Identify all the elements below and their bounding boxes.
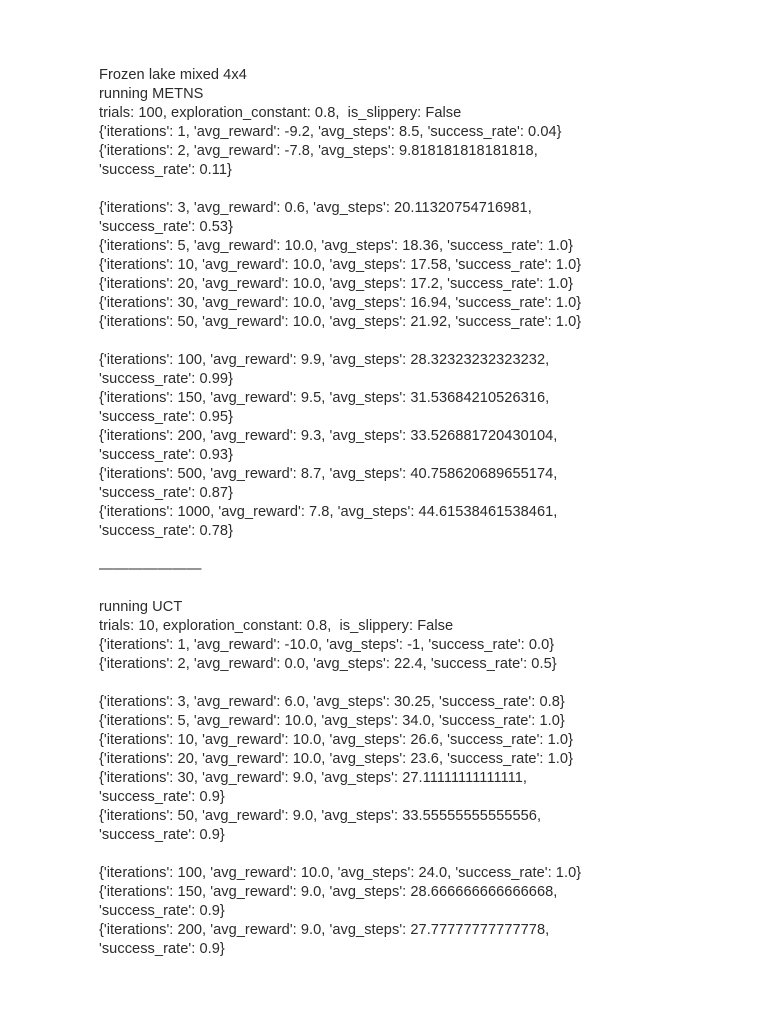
result-line: {'iterations': 150, 'avg_reward': 9.0, 'avg_steps': 28.666666666666668, [99, 884, 558, 900]
result-line: {'iterations': 100, 'avg_reward': 10.0, 'avg_steps': 24.0, 'success_rate': 1.0} [99, 865, 582, 881]
result-line: {'iterations': 100, 'avg_reward': 9.9, 'avg_steps': 28.32323232323232, [99, 352, 550, 368]
result-line: {'iterations': 1000, 'avg_reward': 7.8, 'avg_steps': 44.61538461538461, [99, 504, 558, 520]
result-line: 'success_rate': 0.87} [99, 485, 233, 501]
result-line: {'iterations': 1, 'avg_reward': -10.0, 'avg_steps': -1, 'success_rate': 0.0} [99, 637, 555, 653]
uct-results-group-1 [99, 636, 729, 674]
result-line: {'iterations': 200, 'avg_reward': 9.3, 'avg_steps': 33.526881720430104, [99, 428, 558, 444]
result-line: {'iterations': 500, 'avg_reward': 8.7, 'avg_steps': 40.758620689655174, [99, 466, 558, 482]
result-line: 'success_rate': 0.78} [99, 523, 233, 539]
metns-results-group-1 [99, 123, 729, 180]
result-line: 'success_rate': 0.9} [99, 789, 225, 805]
blank-line [99, 845, 729, 864]
result-line: 'success_rate': 0.93} [99, 447, 233, 463]
metns-results-group-3 [99, 351, 729, 541]
result-line: 'success_rate': 0.11} [99, 162, 232, 178]
uct-results-group-2 [99, 693, 729, 845]
result-line: {'iterations': 5, 'avg_reward': 10.0, 'avg_steps': 18.36, 'success_rate': 1.0} [99, 238, 574, 254]
document-title: Frozen lake mixed 4x4 [99, 67, 247, 83]
metns-heading: running METNS [99, 86, 204, 102]
result-line: 'success_rate': 0.53} [99, 219, 233, 235]
result-line: {'iterations': 2, 'avg_reward': -7.8, 'avg_steps': 9.818181818181818, [99, 143, 538, 159]
section-separator: ——————— [99, 561, 202, 577]
blank-line [99, 180, 729, 199]
result-line: {'iterations': 1, 'avg_reward': -9.2, 'avg_steps': 8.5, 'success_rate': 0.04} [99, 124, 562, 140]
result-line: {'iterations': 10, 'avg_reward': 10.0, 'avg_steps': 17.58, 'success_rate': 1.0} [99, 257, 582, 273]
metns-params: trials: 100, exploration_constant: 0.8, is_slippery: False [99, 105, 462, 121]
result-line: {'iterations': 10, 'avg_reward': 10.0, 'avg_steps': 26.6, 'success_rate': 1.0} [99, 732, 574, 748]
result-line: {'iterations': 200, 'avg_reward': 9.0, 'avg_steps': 27.77777777777778, [99, 922, 550, 938]
uct-heading: running UCT [99, 599, 183, 615]
document-text [99, 66, 729, 959]
blank-line [99, 332, 729, 351]
result-line: {'iterations': 3, 'avg_reward': 6.0, 'avg_steps': 30.25, 'success_rate': 0.8} [99, 694, 565, 710]
result-line: {'iterations': 5, 'avg_reward': 10.0, 'avg_steps': 34.0, 'success_rate': 1.0} [99, 713, 565, 729]
blank-line [99, 541, 729, 560]
blank-line [99, 579, 729, 598]
result-line: {'iterations': 50, 'avg_reward': 10.0, 'avg_steps': 21.92, 'success_rate': 1.0} [99, 314, 582, 330]
result-line: 'success_rate': 0.99} [99, 371, 233, 387]
uct-results-group-3 [99, 864, 729, 959]
result-line: 'success_rate': 0.9} [99, 903, 225, 919]
result-line: {'iterations': 3, 'avg_reward': 0.6, 'avg_steps': 20.11320754716981, [99, 200, 532, 216]
metns-results-group-2 [99, 199, 729, 332]
result-line: 'success_rate': 0.95} [99, 409, 233, 425]
result-line: {'iterations': 30, 'avg_reward': 10.0, 'avg_steps': 16.94, 'success_rate': 1.0} [99, 295, 582, 311]
result-line: 'success_rate': 0.9} [99, 941, 225, 957]
blank-line [99, 674, 729, 693]
result-line: {'iterations': 50, 'avg_reward': 9.0, 'avg_steps': 33.55555555555556, [99, 808, 542, 824]
result-line: 'success_rate': 0.9} [99, 827, 225, 843]
result-line: {'iterations': 20, 'avg_reward': 10.0, 'avg_steps': 23.6, 'success_rate': 1.0} [99, 751, 574, 767]
result-line: {'iterations': 2, 'avg_reward': 0.0, 'avg_steps': 22.4, 'success_rate': 0.5} [99, 656, 557, 672]
result-line: {'iterations': 20, 'avg_reward': 10.0, 'avg_steps': 17.2, 'success_rate': 1.0} [99, 276, 574, 292]
result-line: {'iterations': 30, 'avg_reward': 9.0, 'avg_steps': 27.11111111111111, [99, 770, 527, 786]
uct-params: trials: 10, exploration_constant: 0.8, is_slippery: False [99, 618, 454, 634]
result-line: {'iterations': 150, 'avg_reward': 9.5, 'avg_steps': 31.53684210526316, [99, 390, 550, 406]
